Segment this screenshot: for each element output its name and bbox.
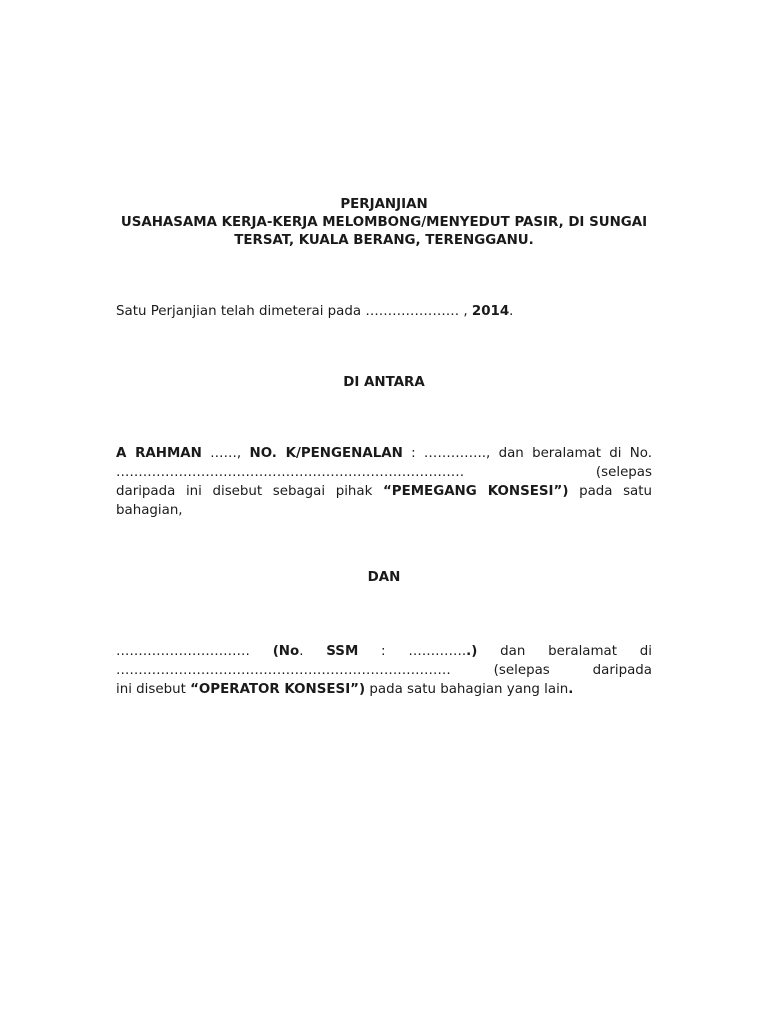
party2-ssm-dot: .	[299, 644, 327, 659]
intro-paragraph	[116, 302, 652, 321]
party1-name-blank: ……,	[201, 446, 250, 461]
heading-between: DI ANTARA	[343, 375, 425, 390]
party1-line3-start: daripada ini disebut sebagai pihak	[116, 484, 383, 499]
party2-ssm-label: SSM	[326, 644, 359, 659]
intro-text: Satu Perjanjian telah dimeterai pada	[116, 304, 366, 319]
title-line-1: PERJANJIAN	[340, 197, 428, 212]
party2-line-2	[116, 661, 652, 680]
party2-role: “OPERATOR KONSESI”)	[190, 682, 366, 697]
party2-line-3	[116, 680, 652, 699]
party2-line-1	[116, 642, 652, 661]
party2-ssm-close: .)	[466, 644, 478, 659]
party2-line3-end: pada satu bahagian yang lain	[365, 682, 569, 697]
party1-id-label: NO. K/PENGENALAN	[249, 446, 403, 461]
party2-line3-start: ini disebut	[116, 682, 191, 697]
party1-line3-end: pada satu	[568, 484, 652, 499]
party1-name: A RAHMAN	[116, 446, 202, 461]
intro-date-blank: ………………… ,	[365, 304, 472, 319]
heading-and: DAN	[367, 570, 401, 585]
party1-address-blank: ……………………………………………………………………	[116, 465, 465, 480]
party1-role: “PEMEGANG KONSESI”)	[382, 484, 569, 499]
title-line-3: TERSAT, KUALA BERANG, TERENGGANU.	[234, 233, 534, 248]
party1-line-1	[116, 444, 652, 463]
party2-address-blank: …………………………………………………………………	[116, 663, 451, 678]
party1-line-3	[116, 482, 652, 501]
party2-paragraph	[116, 642, 652, 699]
party1-line-4: bahagian,	[116, 503, 183, 518]
party2-line3-period: .	[568, 682, 574, 697]
party2-ssm-open: (No	[272, 644, 300, 659]
party1-selepas: (selepas	[595, 465, 652, 480]
party2-ssm-blank: : ………….	[358, 644, 467, 659]
party1-line-2	[116, 463, 652, 482]
party2-name-blank: …………………………	[116, 644, 273, 659]
party2-selepas: (selepas daripada	[450, 663, 652, 678]
party1-address-text: dan beralamat di No.	[498, 446, 652, 461]
intro-year: 2014	[471, 304, 510, 319]
agreement-title	[116, 196, 652, 250]
title-line-2: USAHASAMA KERJA-KERJA MELOMBONG/MENYEDUT PASIR, DI SUNGAI	[120, 215, 648, 230]
party1-id-blank: : …………..,	[402, 446, 499, 461]
party1-paragraph	[116, 444, 652, 520]
intro-end: .	[509, 304, 514, 319]
party2-address-text: dan beralamat di	[477, 644, 653, 659]
